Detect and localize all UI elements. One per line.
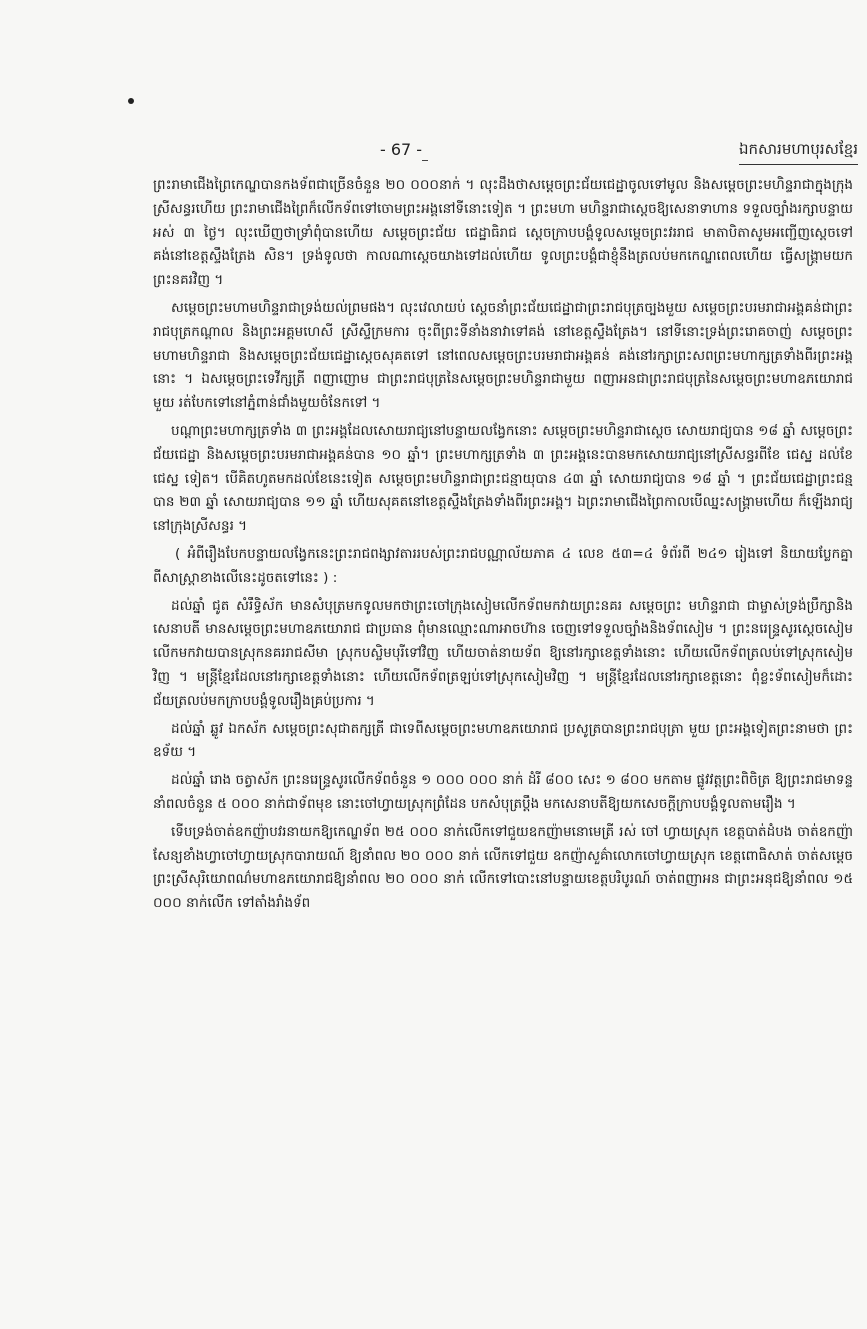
bracketed-note: ( អំពីរឿងបែកបន្ទាយលង្វែកនេះព្រះរាជពង្សាវតាររបស់ព្រះរាជបណ្ណាល័យភាគ ៤ លេខ ៥៣=៤ ទំព័រពី ២៤១ រៀងទៅ និយាយប្លែកគ្នាពីសាស្ត្រាខាងលើនេះដូចតទៅនេះ ) : (153, 545, 853, 586)
page-header (150, 140, 860, 168)
paragraph: សម្តេចព្រះមហាមហិន្ទរាជាទ្រង់យល់ព្រមផង។ លុះវេលាយប់ ស្តេចនាំព្រះជ័យជេដ្ឋាជាព្រះរាជបុត្រច្បងមួយ សម្តេចព្រះបរមរាជាអង្គគន់ជាព្រះរាជបុត្រកណ្តាល និងព្រះអគ្គមហេសី ស្រីស្ទឹក្រមការ ចុះពីព្រះទីនាំងនាវាទៅគង់ នៅខេត្តស្ទឹងត្រែង។ នៅទីនោះទ្រង់ព្រះរោគចាញ់ សម្តេចព្រះមហាមហិន្ទរាជា និងសម្តេចព្រះជ័យជេដ្ឋាស្តេចសុគតទៅ នៅពេលសម្តេចព្រះបរមរាជាអង្គគន់ គង់នៅរក្សាព្រះសពព្រះមហាក្សត្រទាំងពីរព្រះអង្គនោះ ។ ឯសម្តេចព្រះទេវីក្សត្រី ពញាញោម ជាព្រះរាជបុត្រនៃសម្តេចព្រះមហិន្ទរាជាមួយ ពញាអនជាព្រះរាជបុត្រនៃសម្តេចព្រះមហាឧភយោរាជ មួយ រត់បែកទៅនៅភ្នំពាន់ជាំងមួយចំនែកទៅ ។ (153, 299, 853, 412)
paragraph: ដល់ឆ្នាំ ជូត សំរឹទ្ធិស័ក មានសំបុត្រមកទូលមកថាព្រះចៅក្រុងសៀមលើកទ័ពមកវាយព្រះនគរ សម្តេចព្រះ មហិន្ទរាជា ជាម្ចាស់ទ្រង់ប្រឹក្សានិងសេនាបតី មានសម្តេចព្រះមហាឧភយោរាជ ជាប្រធាន ពុំមានឈ្មោះណាអាចហ៊ាន ចេញទៅទទួលច្បាំងនិងទ័ពសៀម ។ ព្រះនរេន្ទ្រសូរស្តេចសៀមលើកមកវាយបានស្រុកនគររាជសីមា ស្រុកបស្ចិមបុរីទៅវិញ ហើយចាត់នាយទ័ព ឱ្យនៅរក្សាខេត្តទាំងនោះ ហើយលើកទ័ពត្រលប់ទៅស្រុកសៀមវិញ ។ មន្ត្រីខ្មែរដែលនៅរក្សាខេត្តទាំងនោះ ហើយលើកទ័ពត្រឡប់ទៅស្រុកសៀមវិញ ។ មន្ត្រីខ្មែរដែលនៅរក្សាខេត្តនោះ ពុំខ្លះទ័ពសៀមក៏ដោះ ជ័យត្រលប់មកក្រាបបង្គំទូលរឿងគ្រប់ប្រការ ។ (153, 597, 853, 709)
paragraph: បណ្តាព្រះមហាក្សត្រទាំង ៣ ព្រះអង្គដែលសោយរាជ្យនៅបន្ទាយលង្វែកនោះ សម្តេចព្រះមហិន្ទរាជាស្តេច សោយរាជ្យបាន ១៨ ឆ្នាំ សម្តេចព្រះជ័យជេដ្ឋា និងសម្តេចព្រះបរមរាជាអង្គគន់បាន ១០ ឆ្នាំ។ ព្រះមហាក្សត្រទាំង ៣ ព្រះអង្គនេះបានមកសោយរាជ្យនៅស្រីសន្ធរពីខែ ជេស្ឋ ដល់ខែ ជេស្ឋ ទៀត។ បើគិតហូតមកដល់ខែនេះទៀត សម្តេចព្រះមហិន្ទរាជាព្រះជន្មាយុបាន ៤៣ ឆ្នាំ សោយរាជ្យបាន ១៨ ឆ្នាំ ។ ព្រះជ័យជេដ្ឋាព្រះជន្មបាន ២៣ ឆ្នាំ សោយរាជ្យបាន ១១ ឆ្នាំ ហើយសុគតនៅខេត្តស្ទឹងត្រែងទាំងពីរព្រះអង្គ។ ឯព្រះរាមាជើងព្រៃកាលបើឈ្នះសង្គ្រាមហើយ ក៏ឡើងរាជ្យនៅក្រុងស្រីសន្ធរ ។ (153, 422, 853, 535)
paragraph: ដល់ឆ្នាំ ឆ្លូវ ឯកស័ក សម្តេចព្រះសុជាតក្សត្រី ជាទេពីសម្តេចព្រះមហាឧភយោរាជ ប្រសូត្របានព្រះរាជបុត្រា មួយ ព្រះអង្គទៀតព្រះនាមថា ព្រះឧទ័យ ។ (153, 720, 853, 761)
paragraph: ព្រះរាមាជើងព្រៃកេណ្ឌបានកងទ័ពជាច្រើនចំនួន ២០ ០០០នាក់ ។ លុះដឹងថាសម្តេចព្រះជ័យជេដ្ឋាចូលទៅមូល និងសម្តេចព្រះមហិន្ទរាជាក្នុងក្រុងស្រីសន្ធរហើយ ព្រះរាមាជើងព្រៃក៏លើកទ័ពទៅចោមព្រះអង្គនៅទីនោះទៀត ។ ព្រះមហា មហិន្ទរាជាស្តេចឱ្យសេនាទាហាន ទទួលច្បាំងរក្សាបន្ទាយអស់ ៣ ថ្ងៃ។ លុះឃើញថាទ្រាំពុំបានហើយ សម្តេចព្រះជ័យ ជេដ្ឋាធិរាជ ស្តេចក្រាបបង្គំទូលសម្តេចព្រះវររាជ មាតាបិតាសូមអញ្ជើញស្តេចទៅគង់នៅខេត្តស្ទឹងត្រែង សិន។ ទ្រង់ទូលថា កាលណាស្តេចយាងទៅដល់ហើយ ទូលព្រះបង្គំជាខ្ញុំនឹងត្រលប់មកកេណ្ឌពេលហើយ ធ្វើសង្គ្រាមយក ព្រះនគរវិញ ។ (153, 177, 853, 289)
body-text (153, 174, 853, 920)
paragraph: ដល់ឆ្នាំ រោង ចត្វាស័ក ព្រះនរេន្ទ្រសូរលើកទ័ពចំនួន ១ ០០០ ០០០ នាក់ ដំរី ៨០០ សេះ ១ ៨០០ មកតាម ផ្លូវវត្តព្រះពិចិត្រ ឱ្យព្រះរាជមាទន្ទនាំពលចំនួន ៥ ០០០ នាក់ជាទ័ពមុខ នោះចៅហ្វាយស្រុកព្រំដែន បកសំបុត្រប្តឹង មកសេនាបតីឱ្យយកសេចក្តីក្រាបបង្គំទូលតាមរឿង ។ (153, 772, 853, 812)
page-number: - 67 - (380, 140, 423, 159)
running-head: ឯកសារមហាបុរសខ្មែរ (739, 140, 858, 165)
paragraph: ទើបទ្រង់ចាត់ឧកញ៉ាបវរនាយកឱ្យកេណ្ឌទ័ព ២៥ ០០០ នាក់លើកទៅជួយឧកញ៉ាមនោមេត្រី រស់ ចៅ ហ្វាយស្រុក ខេត្តបាត់ដំបង ចាត់ឧកញ៉ាសែន្យខាំងហ្វាចៅហ្វាយស្រុកបារាយណ៍ ឱ្យនាំពល ២០ ០០០ នាក់ លើកទៅជួយ ឧកញ៉ាសួគ៌ាលោកចៅហ្វាយស្រុក ខេត្តពោធិសាត់ ចាត់សម្តេចព្រះស្រីសុរិយោពណ៌មហាឧភយោរាជឱ្យនាំពល ២០ ០០០ នាក់ លើកទៅបោះនៅបន្ទាយខេត្តបរិបូរណ៍ ចាត់ពញាអន ជាព្រះអនុជឱ្យនាំពល ១៥ ០០០ នាក់លើក ទៅតាំងរាំងទ័ព (153, 823, 853, 912)
margin-dot (128, 98, 134, 104)
